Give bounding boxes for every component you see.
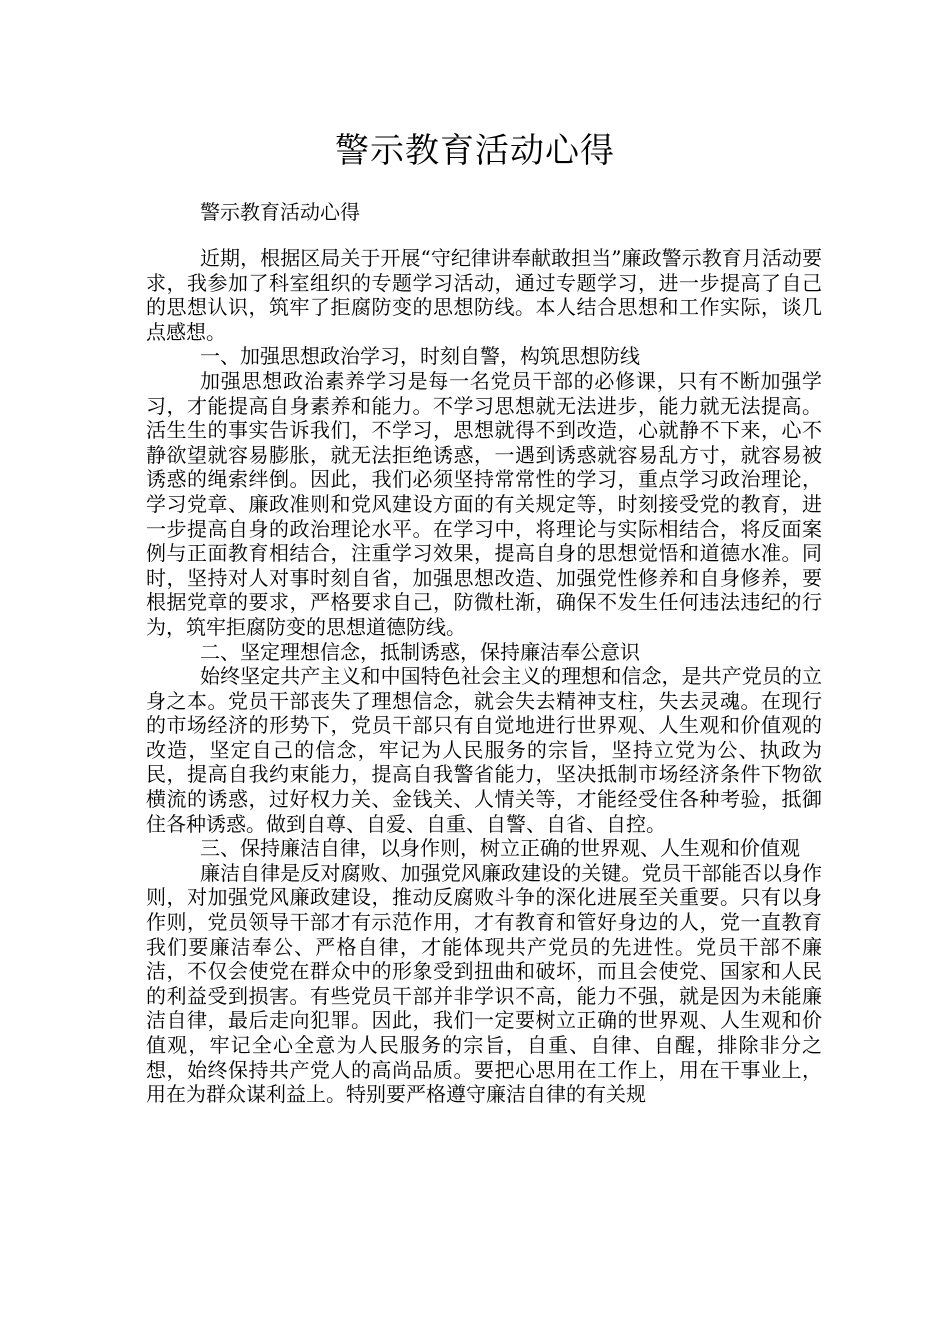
paragraph-section-2: 始终坚定共产主义和中国特色社会主义的理想和信念，是共产党员的立身之本。党员干部丧失了理想信念，就会失去精神支柱，失去灵魂。在现行的市场经济的形势下，党员干部只有自觉地进行世界观、人生观和价值观的改造，坚定自己的信念，牢记为人民服务的宗旨，坚持立党为公、执政为民，提高自我约束能力，提高自我警省能力，坚决抵制市场经济条件下物欲横流的诱惑，过好权力关、金钱关、人情关等，才能经受住各种考验，抵御住各种诱惑。做到自尊、自爱、自重、自警、自省、自控。 <box>146 664 822 836</box>
section-heading-1: 一、加强思想政治学习，时刻自警，构筑思想防线 <box>200 344 640 369</box>
section-heading-2: 二、坚定理想信念，抵制诱惑，保持廉洁奉公意识 <box>200 639 640 664</box>
paragraph-intro: 近期，根据区局关于开展“守纪律讲奉献敢担当”廉政警示教育月活动要求，我参加了科室组织的专题学习活动，通过专题学习，进一步提高了自己的思想认识，筑牢了拒腐防变的思想防线。本人结合思想和工作实际，谈几点感想。 <box>146 246 822 344</box>
section-heading-3: 三、保持廉洁自律，以身作则，树立正确的世界观、人生观和价值观 <box>200 836 800 861</box>
paragraph-section-1: 加强思想政治素养学习是每一名党员干部的必修课，只有不断加强学习，才能提高自身素养和能力。不学习思想就无法进步，能力就无法提高。活生生的事实告诉我们，不学习，思想就得不到改造，心就静不下来，心不静欲望就容易膨胀，就无法拒绝诱惑，一遇到诱惑就容易乱方寸，就容易被诱惑的绳索绊倒。因此，我们必须坚持常常性的学习，重点学习政治理论，学习党章、廉政准则和党风建设方面的有关规定等，时刻接受党的教育，进一步提高自身的政治理论水平。在学习中，将理论与实际相结合，将反面案例与正面教育相结合，注重学习效果，提高自身的思想觉悟和道德水准。同时，坚持对人对事时刻自省，加强思想改造、加强党性修养和自身修养，要根据党章的要求，严格要求自己，防微杜渐，确保不发生任何违法违纪的行为，筑牢拒腐防变的思想道德防线。 <box>146 368 822 639</box>
document-title: 警示教育活动心得 <box>335 131 615 171</box>
document-subtitle: 警示教育活动心得 <box>200 200 360 224</box>
document-body <box>146 246 822 1107</box>
paragraph-section-3: 廉洁自律是反对腐败、加强党风廉政建设的关键。党员干部能否以身作则，对加强党风廉政建设，推动反腐败斗争的深化进展至关重要。只有以身作则，党员领导干部才有示范作用，才有教育和管好身边的人，党一直教育我们要廉洁奉公、严格自律，才能体现共产党员的先进性。党员干部不廉洁，不仅会使党在群众中的形象受到扭曲和破坏，而且会使党、国家和人民的利益受到损害。有些党员干部并非学识不高，能力不强，就是因为未能廉洁自律，最后走向犯罪。因此，我们一定要树立正确的世界观、人生观和价值观，牢记全心全意为人民服务的宗旨，自重、自律、自醒，排除非分之想，始终保持共产党人的高尚品质。要把心思用在工作上，用在干事业上，用在为群众谋利益上。特别要严格遵守廉洁自律的有关规 <box>146 860 822 1107</box>
